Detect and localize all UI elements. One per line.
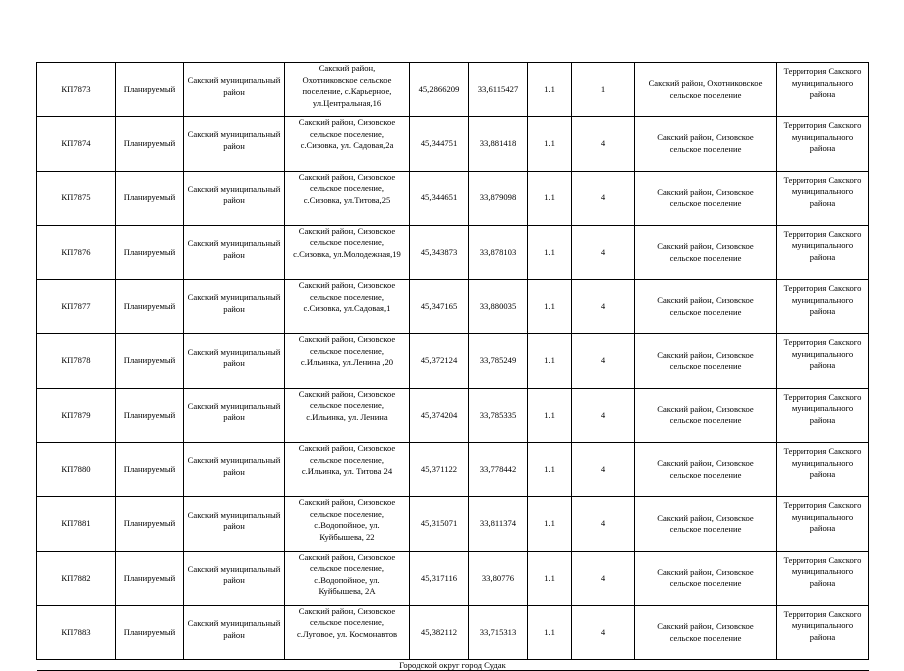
count-cell: 4 <box>572 171 635 225</box>
object-id-cell: КП7880 <box>37 443 116 497</box>
latitude-cell: 45,2866209 <box>410 63 469 117</box>
municipality-cell: Сакский муниципальный район <box>184 443 285 497</box>
object-id-cell: КП7876 <box>37 225 116 279</box>
status-cell: Планируемый <box>116 63 184 117</box>
longitude-cell: 33,6115427 <box>469 63 528 117</box>
table-row <box>37 280 869 334</box>
status-cell: Планируемый <box>116 225 184 279</box>
municipality-cell: Сакский муниципальный район <box>184 117 285 171</box>
longitude-cell: 33,878103 <box>469 225 528 279</box>
territory-cell: Территория Сакского муниципального района <box>777 225 869 279</box>
territory-cell: Территория Сакского муниципального района <box>777 117 869 171</box>
code-cell: 1.1 <box>528 443 572 497</box>
address-cell: Сакский район, Сизовское сельское поселение, с.Сизовка, ул.Молодежная,19 <box>285 225 410 279</box>
status-cell: Планируемый <box>116 605 184 659</box>
count-cell: 4 <box>572 551 635 605</box>
status-cell: Планируемый <box>116 551 184 605</box>
code-cell: 1.1 <box>528 117 572 171</box>
longitude-cell: 33,785249 <box>469 334 528 388</box>
object-id-cell: КП7875 <box>37 171 116 225</box>
settlement-cell: Сакский район, Сизовское сельское поселение <box>635 388 777 442</box>
status-cell: Планируемый <box>116 443 184 497</box>
code-cell: 1.1 <box>528 334 572 388</box>
table-row <box>37 388 869 442</box>
municipality-cell: Сакский муниципальный район <box>184 225 285 279</box>
object-id-cell: КП7877 <box>37 280 116 334</box>
territory-cell: Территория Сакского муниципального района <box>777 551 869 605</box>
count-cell: 4 <box>572 497 635 551</box>
municipality-cell: Сакский муниципальный район <box>184 388 285 442</box>
latitude-cell: 45,347165 <box>410 280 469 334</box>
object-id-cell: КП7882 <box>37 551 116 605</box>
status-cell: Планируемый <box>116 117 184 171</box>
status-cell: Планируемый <box>116 388 184 442</box>
municipality-cell: Сакский муниципальный район <box>184 280 285 334</box>
latitude-cell: 45,344751 <box>410 117 469 171</box>
code-cell: 1.1 <box>528 280 572 334</box>
latitude-cell: 45,317116 <box>410 551 469 605</box>
settlement-cell: Сакский район, Сизовское сельское поселение <box>635 443 777 497</box>
municipality-cell: Сакский муниципальный район <box>184 171 285 225</box>
status-cell: Планируемый <box>116 171 184 225</box>
status-cell: Планируемый <box>116 280 184 334</box>
code-cell: 1.1 <box>528 225 572 279</box>
count-cell: 4 <box>572 334 635 388</box>
settlement-cell: Сакский район, Сизовское сельское поселение <box>635 171 777 225</box>
count-cell: 4 <box>572 388 635 442</box>
status-cell: Планируемый <box>116 497 184 551</box>
settlement-cell: Сакский район, Сизовское сельское поселение <box>635 280 777 334</box>
settlement-cell: Сакский район, Охотниковское сельское поселение <box>635 63 777 117</box>
territory-cell: Территория Сакского муниципального района <box>777 443 869 497</box>
settlement-cell: Сакский район, Сизовское сельское поселение <box>635 334 777 388</box>
address-cell: Сакский район, Сизовское сельское поселение, с.Сизовка, ул. Садовая,2а <box>285 117 410 171</box>
count-cell: 1 <box>572 63 635 117</box>
code-cell: 1.1 <box>528 551 572 605</box>
address-cell: Сакский район, Сизовское сельское поселение, с.Ильинка, ул. Ленина <box>285 388 410 442</box>
object-id-cell: КП7883 <box>37 605 116 659</box>
longitude-cell: 33,80776 <box>469 551 528 605</box>
address-cell: Сакский район, Сизовское сельское поселение, с.Луговое, ул. Космонавтов <box>285 605 410 659</box>
address-cell: Сакский район, Сизовское сельское поселение, с.Сизовка, ул.Садовая,1 <box>285 280 410 334</box>
table-row <box>37 334 869 388</box>
settlement-cell: Сакский район, Сизовское сельское поселение <box>635 117 777 171</box>
code-cell: 1.1 <box>528 497 572 551</box>
municipality-cell: Сакский муниципальный район <box>184 605 285 659</box>
address-cell: Сакский район, Сизовское сельское поселение, с.Сизовка, ул.Титова,25 <box>285 171 410 225</box>
table-row <box>37 605 869 659</box>
table-row <box>37 117 869 171</box>
municipality-cell: Сакский муниципальный район <box>184 551 285 605</box>
code-cell: 1.1 <box>528 63 572 117</box>
status-cell: Планируемый <box>116 334 184 388</box>
count-cell: 4 <box>572 280 635 334</box>
territory-cell: Территория Сакского муниципального района <box>777 497 869 551</box>
footer-row <box>37 660 869 671</box>
municipality-cell: Сакский муниципальный район <box>184 334 285 388</box>
district-footer-label: Городской округ город Судак <box>37 660 869 671</box>
address-cell: Сакский район, Сизовское сельское поселение, с.Водопойное, ул. Куйбышева, 22 <box>285 497 410 551</box>
territory-cell: Территория Сакского муниципального района <box>777 605 869 659</box>
longitude-cell: 33,879098 <box>469 171 528 225</box>
count-cell: 4 <box>572 225 635 279</box>
longitude-cell: 33,881418 <box>469 117 528 171</box>
count-cell: 4 <box>572 117 635 171</box>
object-id-cell: КП7881 <box>37 497 116 551</box>
latitude-cell: 45,372124 <box>410 334 469 388</box>
code-cell: 1.1 <box>528 171 572 225</box>
latitude-cell: 45,343873 <box>410 225 469 279</box>
object-id-cell: КП7878 <box>37 334 116 388</box>
table-row <box>37 63 869 117</box>
territory-cell: Территория Сакского муниципального района <box>777 63 869 117</box>
territory-cell: Территория Сакского муниципального района <box>777 334 869 388</box>
table-row <box>37 551 869 605</box>
territory-cell: Территория Сакского муниципального района <box>777 280 869 334</box>
territory-cell: Территория Сакского муниципального района <box>777 388 869 442</box>
longitude-cell: 33,811374 <box>469 497 528 551</box>
address-cell: Сакский район, Сизовское сельское поселение, с.Ильинка, ул. Титова 24 <box>285 443 410 497</box>
table-body <box>37 63 869 671</box>
latitude-cell: 45,374204 <box>410 388 469 442</box>
table-row <box>37 225 869 279</box>
latitude-cell: 45,344651 <box>410 171 469 225</box>
object-id-cell: КП7873 <box>37 63 116 117</box>
municipality-cell: Сакский муниципальный район <box>184 63 285 117</box>
table-row <box>37 497 869 551</box>
longitude-cell: 33,880035 <box>469 280 528 334</box>
longitude-cell: 33,715313 <box>469 605 528 659</box>
table-row <box>37 443 869 497</box>
settlement-cell: Сакский район, Сизовское сельское поселение <box>635 225 777 279</box>
latitude-cell: 45,315071 <box>410 497 469 551</box>
count-cell: 4 <box>572 605 635 659</box>
document-table <box>36 62 869 671</box>
settlement-cell: Сакский район, Сизовское сельское поселение <box>635 605 777 659</box>
longitude-cell: 33,785335 <box>469 388 528 442</box>
count-cell: 4 <box>572 443 635 497</box>
settlement-cell: Сакский район, Сизовское сельское поселение <box>635 497 777 551</box>
object-id-cell: КП7879 <box>37 388 116 442</box>
table-row <box>37 171 869 225</box>
settlement-cell: Сакский район, Сизовское сельское поселение <box>635 551 777 605</box>
object-id-cell: КП7874 <box>37 117 116 171</box>
territory-cell: Территория Сакского муниципального района <box>777 171 869 225</box>
code-cell: 1.1 <box>528 388 572 442</box>
latitude-cell: 45,382112 <box>410 605 469 659</box>
municipality-cell: Сакский муниципальный район <box>184 497 285 551</box>
address-cell: Сакский район, Сизовское сельское поселение, с.Водопойное, ул. Куйбышева, 2А <box>285 551 410 605</box>
latitude-cell: 45,371122 <box>410 443 469 497</box>
code-cell: 1.1 <box>528 605 572 659</box>
address-cell: Сакский район, Сизовское сельское поселение, с.Ильинка, ул.Ленина ,20 <box>285 334 410 388</box>
longitude-cell: 33,778442 <box>469 443 528 497</box>
address-cell: Сакский район, Охотниковское сельское поселение, с.Карьерное, ул.Центральная,16 <box>285 63 410 117</box>
